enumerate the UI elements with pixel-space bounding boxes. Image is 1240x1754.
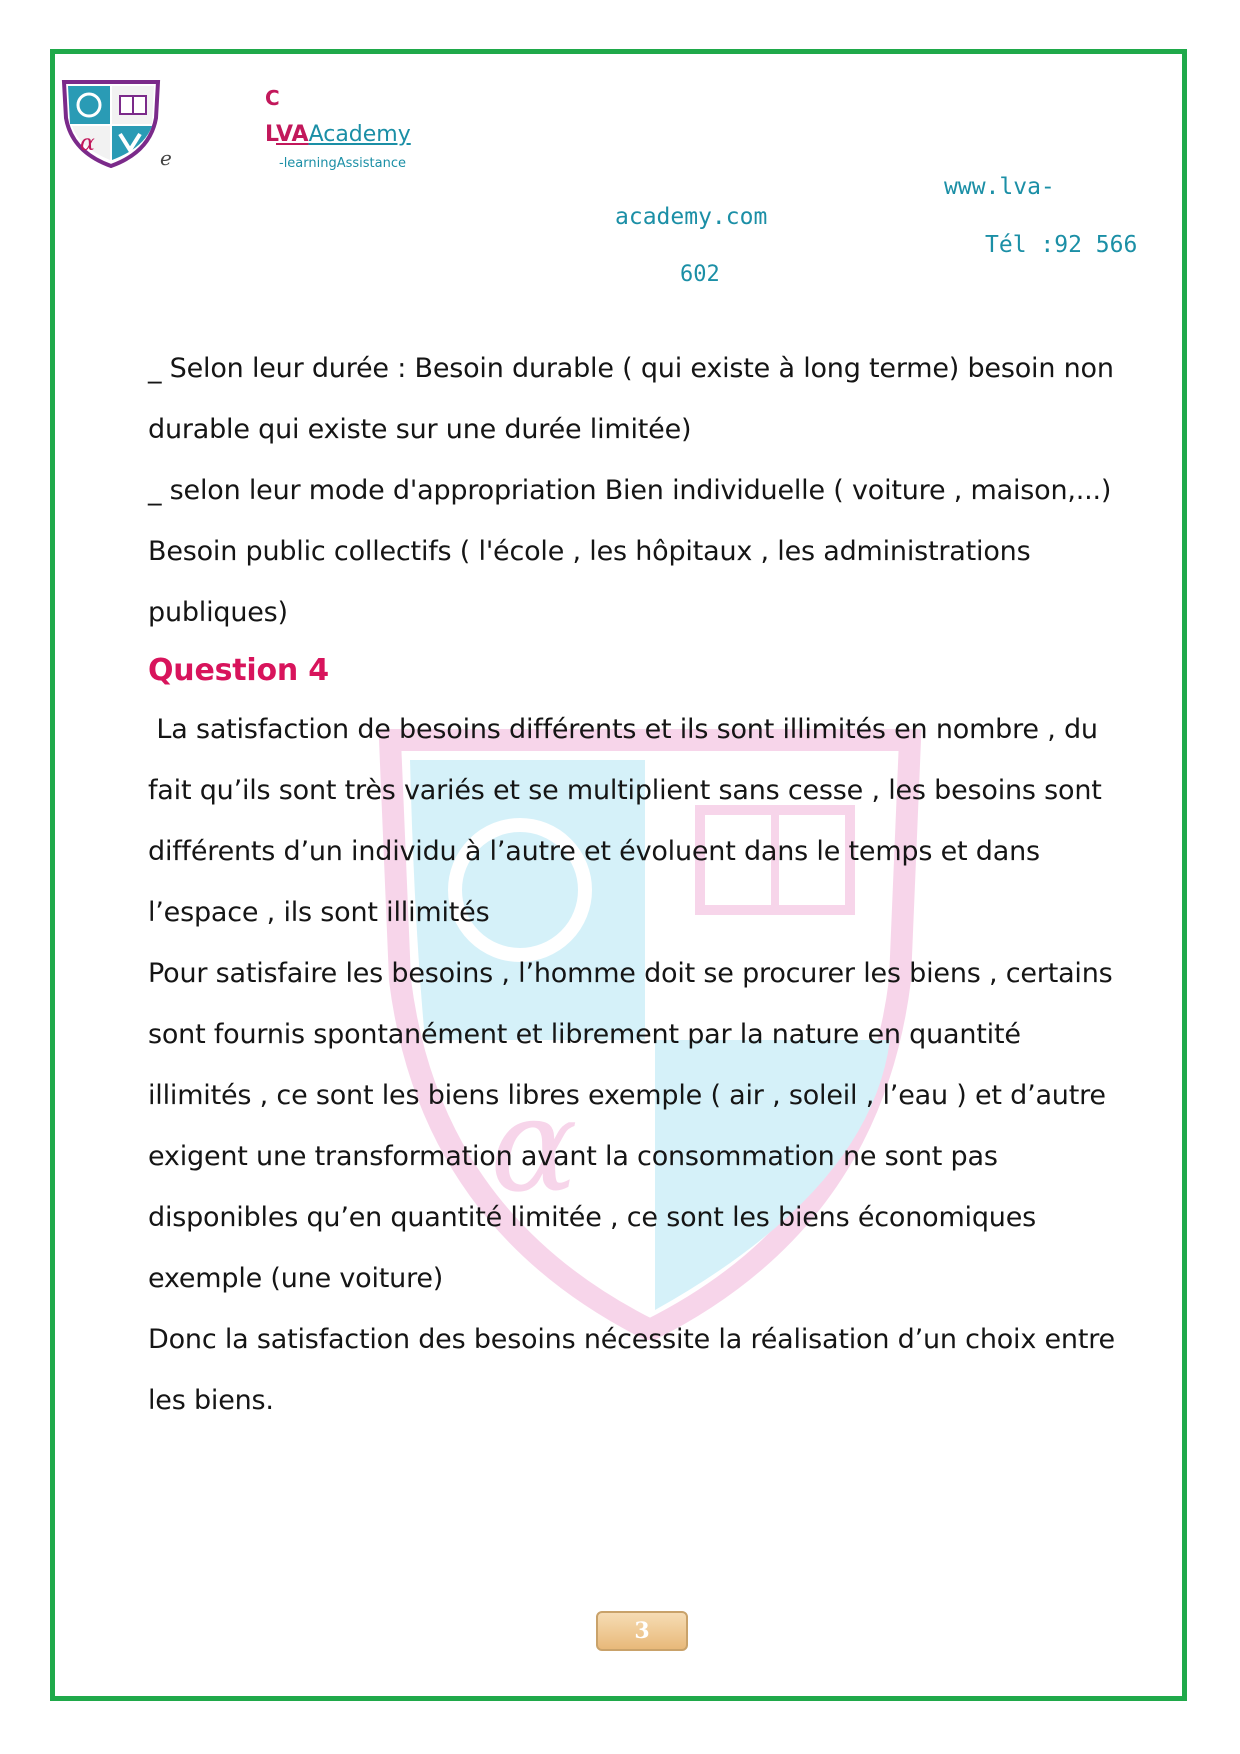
answer-line: les biens.	[148, 1385, 274, 1416]
phone-number: Tél :92 566	[985, 232, 1138, 258]
paragraph-appropriation-line3: publiques)	[148, 597, 288, 628]
phone-number-end: 602	[680, 262, 720, 287]
document-body	[148, 338, 1138, 1431]
answer-line: Pour satisfaire les besoins , l’homme doit se procurer les biens , certains	[148, 958, 1113, 989]
brand-tagline: -learningAssistance	[279, 156, 406, 171]
answer-line: l’espace , ils sont illimités	[148, 897, 490, 928]
answer-line: différents d’un individu à l’autre et évoluent dans le temps et dans	[148, 836, 1040, 867]
answer-line: La satisfaction de besoins différents et ils sont illimités en nombre , du	[148, 714, 1098, 745]
svg-text:α: α	[80, 131, 95, 156]
paragraph-appropriation-line2: Besoin public collectifs ( l'école , les hôpitaux , les administrations	[148, 536, 1031, 567]
lva-academy-logo	[58, 78, 164, 168]
page-number: 3	[596, 1611, 688, 1651]
answer-line: illimités , ce sont les biens libres exemple ( air , soleil , l’eau ) et d’autre	[148, 1080, 1106, 1111]
paragraph-appropriation-line1: _ selon leur mode d'appropriation Bien individuelle ( voiture , maison,...)	[148, 475, 1112, 506]
brand-lva-l: L	[265, 122, 276, 147]
answer-line: disponibles qu’en quantité limitée , ce sont les biens économiques	[148, 1202, 1036, 1233]
website-link-part1[interactable]: www.lva-	[944, 174, 1055, 200]
answer-line: Donc la satisfaction des besoins nécessite la réalisation d’un choix entre	[148, 1324, 1115, 1355]
svg-text:α: α	[490, 1069, 578, 1221]
brand-lva-va: VA	[276, 122, 309, 147]
answer-line: fait qu’ils sont très variés et se multiplient sans cesse , les besoins sont	[148, 775, 1102, 806]
answer-line: exemple (une voiture)	[148, 1263, 444, 1294]
answer-line: sont fournis spontanément et librement par la nature en quantité	[148, 1019, 1021, 1050]
brand-name	[265, 122, 411, 147]
brand-academy-link[interactable]: Academy	[308, 122, 411, 147]
paragraph-duration-line2: durable qui existe sur une durée limitée)	[148, 414, 692, 445]
paragraph-duration-line1: _ Selon leur durée : Besoin durable ( qui existe à long terme) besoin non	[148, 353, 1114, 384]
logo-suffix-letter: e	[160, 146, 172, 170]
brand-initial: C	[265, 86, 280, 110]
answer-line: exigent une transformation avant la consommation ne sont pas	[148, 1141, 998, 1172]
question-4-heading: Question 4	[148, 653, 329, 688]
website-link-part2[interactable]: academy.com	[615, 204, 768, 230]
